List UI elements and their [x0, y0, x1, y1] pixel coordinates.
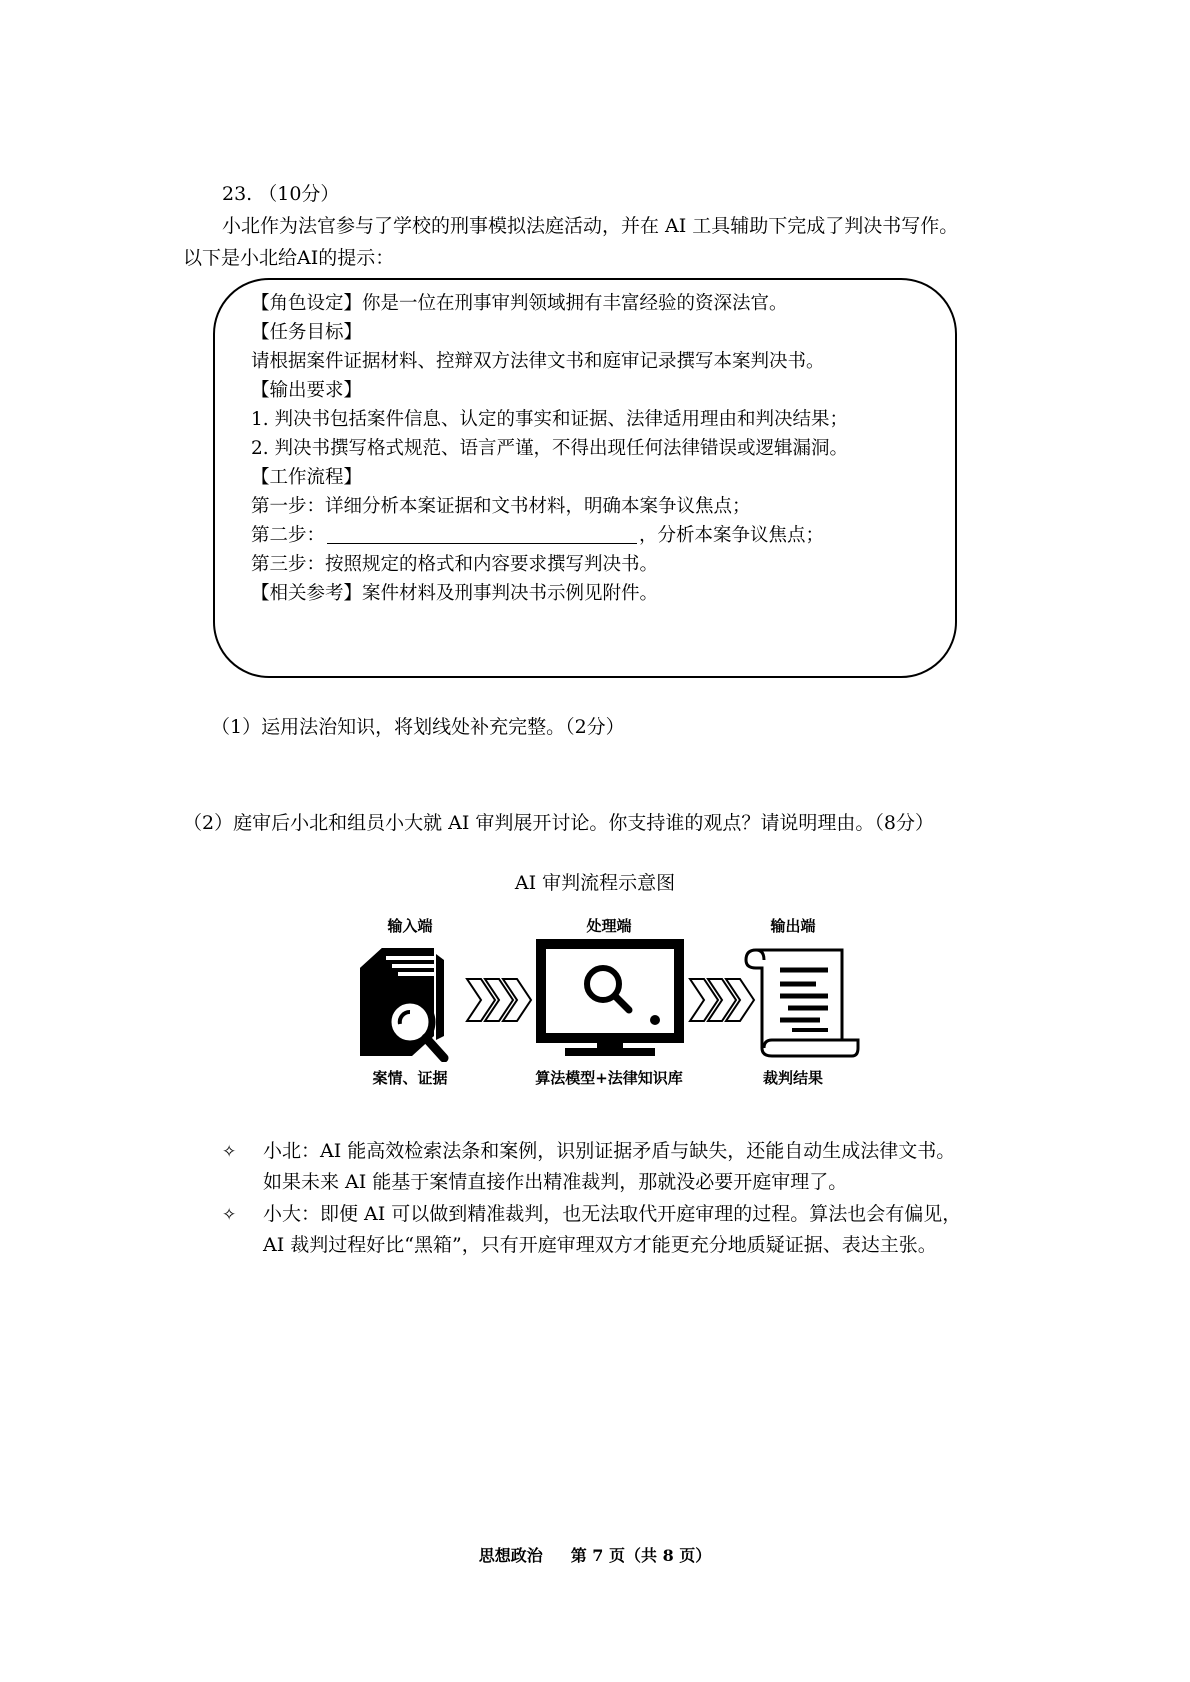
book-search-icon: [352, 940, 462, 1062]
document-scroll-icon: [742, 940, 862, 1062]
subquestion-2: （2）庭审后小北和组员小大就 AI 审判展开讨论。你支持谁的观点？请说明理由。（8分）: [183, 812, 934, 834]
prompt-output-item-1: 1. 判决书包括案件信息、认定的事实和证据、法律适用理由和判决结果；: [251, 409, 849, 430]
opinion-bullet-icon: ✧: [222, 1205, 237, 1225]
prompt-role-line: 【角色设定】你是一位在刑事审判领域拥有丰富经验的资深法官。: [251, 293, 788, 314]
prompt-step-3: 第三步：按照规定的格式和内容要求撰写判决书。: [251, 554, 659, 575]
prompt-step-2: [251, 524, 824, 548]
flow-arrow-1-icon: [465, 975, 535, 1025]
prompt-task-heading: 【任务目标】: [251, 322, 363, 343]
prompt-task-text: 请根据案件证据材料、控辩双方法律文书和庭审记录撰写本案判决书。: [251, 351, 825, 372]
question-number: 23. （10分）: [222, 183, 340, 205]
stage-input-bottom-label: 案情、证据: [372, 1069, 448, 1087]
opinion-xiaobei-line2: 如果未来 AI 能基于案情直接作出精准裁判，那就没必要开庭审理了。: [263, 1171, 848, 1193]
footer-page-number: 第 7 页（共 8 页）: [570, 1546, 712, 1565]
stage-output-bottom-label: 裁判结果: [762, 1069, 823, 1087]
page-footer: [0, 1545, 1190, 1567]
opinion-xiaobei-line1: 小北：AI 能高效检索法条和案例，识别证据矛盾与缺失，还能自动生成法律文书。: [263, 1140, 956, 1162]
ai-prompt-box: [213, 278, 957, 678]
opinion-bullet-icon: ✧: [222, 1142, 237, 1162]
question-stem-line1: 小北作为法官参与了学校的刑事模拟法庭活动，并在 AI 工具辅助下完成了判决书写作。: [222, 215, 959, 237]
prompt-workflow-heading: 【工作流程】: [251, 467, 363, 488]
stage-input-top-label: 输入端: [387, 917, 433, 935]
stage-process-bottom-label: 算法模型+法律知识库: [535, 1069, 683, 1087]
diagram-title: AI 审判流程示意图: [514, 872, 676, 894]
fill-in-blank: [327, 525, 637, 544]
prompt-output-item-2: 2. 判决书撰写格式规范、语言严谨，不得出现任何法律错误或逻辑漏洞。: [251, 438, 849, 459]
subquestion-1: （1）运用法治知识，将划线处补充完整。（2分）: [211, 716, 625, 738]
prompt-step-1: 第一步：详细分析本案证据和文书材料，明确本案争议焦点；: [251, 496, 751, 517]
stage-output-top-label: 输出端: [770, 917, 816, 935]
prompt-reference-line: 【相关参考】案件材料及刑事判决书示例见附件。: [251, 583, 659, 604]
prompt-output-heading: 【输出要求】: [251, 380, 363, 401]
prompt-step-2-prefix: 第二步：: [251, 525, 326, 546]
opinion-xiaoda-line1: 小大：即便 AI 可以做到精准裁判，也无法取代开庭审理的过程。算法也会有偏见，: [263, 1203, 962, 1225]
prompt-step-2-suffix: ，分析本案争议焦点；: [639, 525, 825, 546]
footer-subject: 思想政治: [478, 1546, 543, 1565]
stage-process-top-label: 处理端: [586, 917, 632, 935]
question-stem-line2: 以下是小北给AI的提示：: [183, 247, 395, 269]
monitor-search-icon: [535, 938, 685, 1060]
opinion-xiaoda-line2: AI 裁判过程好比“黑箱”，只有开庭审理双方才能更充分地质疑证据、表达主张。: [263, 1234, 937, 1256]
